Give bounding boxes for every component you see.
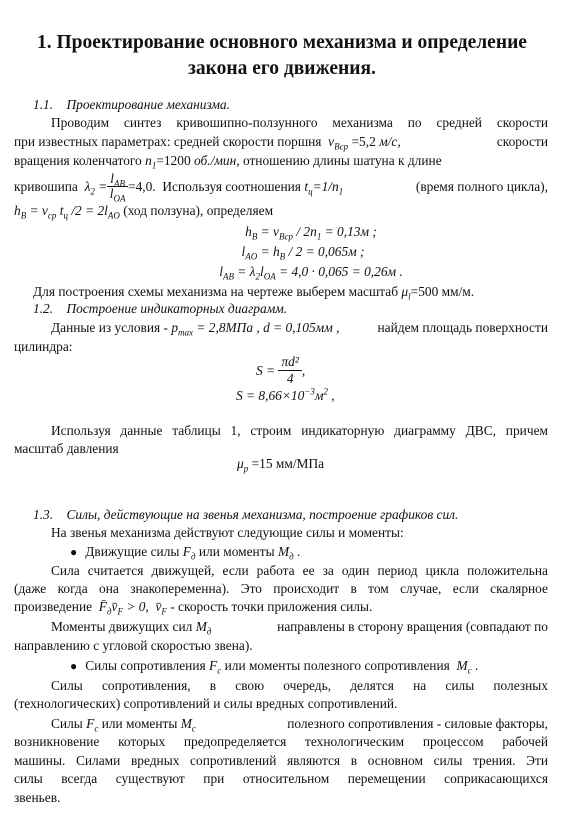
text-span: =5,2 bbox=[351, 134, 376, 149]
formula-fd: $F_д$ bbox=[182, 544, 196, 562]
bullet-item: ● Движущие силы $F_д$ или моменты $M_д$ . bbox=[70, 544, 301, 562]
text-span: направлены в сторону вращения (совпадают по bbox=[277, 619, 548, 634]
paragraph-line: машины. Силами вредных сопротивлений являются в основном силы трения. Эти bbox=[14, 753, 548, 768]
formula-fc: $F_c$ bbox=[209, 658, 222, 676]
formula-lao-value: $l_{AO} = h_B / 2 = 0,065м$ ; bbox=[241, 244, 365, 262]
formula-lab-value: $l_{AB} = \lambda_2l_{OA} = 4,0 \cdot 0,065 = 0,26м$ . bbox=[219, 264, 403, 282]
formula-area: S = $\frac{\text{πd²}}{4}$ , bbox=[256, 354, 306, 386]
formula-lambda2: $\lambda_2$ = bbox=[84, 179, 108, 197]
paragraph-line: звеньев. bbox=[14, 790, 61, 805]
text-span: Движущие силы bbox=[85, 544, 180, 559]
unit-span: м/с, bbox=[379, 134, 401, 149]
text-span: скорости bbox=[496, 134, 548, 149]
text-span: произведение bbox=[14, 599, 93, 614]
paragraph-line: (технологических) сопротивлений и силы вредных сопротивлений. bbox=[14, 696, 398, 711]
text-span: =4,0. bbox=[128, 179, 156, 194]
text-span: Используя соотношения bbox=[162, 179, 301, 194]
text-span: кривошипа bbox=[14, 179, 78, 194]
paragraph-line bbox=[51, 617, 548, 636]
fraction-lab-loa: $\frac{l_{AB}}{l_{OA}}$ bbox=[107, 172, 128, 201]
paragraph-line: возникновение которых предопределяется технологическим процессом рабочей bbox=[14, 734, 548, 749]
text-span: Силы bbox=[51, 716, 83, 731]
paragraph-line bbox=[51, 714, 548, 733]
bullet-item: ● Силы сопротивления $F_c$ или моменты полезного сопротивления $M_c$ . bbox=[70, 658, 479, 676]
formula-mc: $M_c$ bbox=[180, 716, 196, 734]
formula-n1: $n_1$ bbox=[145, 153, 157, 171]
paragraph-line: Силы сопротивления, в свою очередь, делятся на силы полезных bbox=[51, 678, 548, 693]
text-span: (ход ползуна), определяем bbox=[123, 203, 274, 218]
text-span: вращения коленчатого bbox=[14, 153, 142, 168]
formula-scalar-product: $F̄_дv̄_F > 0$, $v̄_F$ bbox=[98, 599, 167, 617]
paragraph-line: силы всегда существуют при относительном перемещении соприкасающихся bbox=[14, 771, 548, 786]
paragraph-line: (даже когда она знакопеременна). Это происходит в том случае, если скалярное bbox=[14, 581, 548, 596]
formula-fc: $F_c$ bbox=[86, 716, 99, 734]
formula-md: $M_д$ bbox=[277, 544, 294, 562]
text-span: =15 мм/МПа bbox=[251, 456, 325, 471]
formula-tc: $t_ц=1/n_1$ bbox=[304, 179, 344, 197]
unit-span: об./мин, bbox=[194, 153, 240, 168]
text-span: полезного сопротивления - силовые факторы, bbox=[287, 716, 548, 731]
formula-mc: $M_c$ bbox=[453, 658, 472, 676]
text-span: (время полного цикла), bbox=[415, 179, 548, 194]
paragraph-line bbox=[14, 597, 372, 616]
bullet-icon: ● bbox=[70, 659, 78, 673]
text-span: Для построения схемы механизма на чертеже выберем масштаб bbox=[33, 284, 399, 299]
paragraph-line bbox=[51, 318, 548, 337]
subsection-heading-1-1: 1.1. Проектирование механизма. bbox=[33, 97, 230, 112]
section-title-line-1: 1. Проектирование основного механизма и определение bbox=[37, 32, 527, 53]
text-span: или моменты полезного сопротивления bbox=[224, 658, 450, 673]
formula-hb-value: $h_B = v_{Вср} / 2n_1 = 0,13м$ ; bbox=[245, 224, 377, 242]
paragraph-line: направлению с угловой скоростью звена). bbox=[14, 638, 253, 653]
text-span: при известных параметрах: средней скорости поршня bbox=[14, 134, 322, 149]
paragraph-line bbox=[14, 171, 548, 204]
text-span: =1200 bbox=[156, 153, 191, 168]
paragraph-line bbox=[14, 201, 273, 220]
formula-mu-l: $\mu_l$ bbox=[401, 284, 411, 302]
formula-v-bsr: $v_{Вср}$ bbox=[328, 134, 349, 152]
formula-area-value: $S = 8,66\times 10^{-3}м^2$ , bbox=[236, 386, 335, 403]
paragraph-line: Используя данные таблицы 1, строим индикаторную диаграмму ДВС, причем bbox=[51, 423, 548, 438]
fraction-area bbox=[278, 354, 301, 387]
text-span: Силы сопротивления bbox=[85, 658, 206, 673]
text-span: отношению длины шатуна к длине bbox=[242, 153, 442, 168]
paragraph-line: Проводим синтез кривошипно-ползунного механизма по средней скорости bbox=[51, 115, 548, 130]
formula-md: $M_д$ bbox=[195, 619, 212, 637]
paragraph-line bbox=[14, 132, 548, 151]
text-span: или моменты bbox=[101, 716, 178, 731]
subsection-heading-1-3: 1.3. Силы, действующие на звенья механизма, построение графиков сил. bbox=[33, 507, 459, 522]
formula-lhs: S = bbox=[256, 363, 276, 378]
text-span: =500 мм/м. bbox=[410, 284, 475, 299]
text-span: найдем площадь поверхности bbox=[377, 320, 548, 335]
paragraph-line: масштаб давления bbox=[14, 441, 119, 456]
fraction-numerator: πd² bbox=[278, 354, 301, 371]
paragraph-line: цилиндра: bbox=[14, 339, 73, 354]
fraction-denominator: 4 bbox=[286, 371, 294, 386]
text-span: или моменты bbox=[198, 544, 275, 559]
formula-hb: $h_B = v_{ср}$ $t_ц$ $/2 = 2l_{AO}$ bbox=[14, 203, 120, 221]
paragraph-line: На звенья механизма действуют следующие силы и моменты: bbox=[51, 525, 404, 540]
section-title-line-2: закона его движения. bbox=[188, 58, 376, 79]
subsection-heading-1-2: 1.2. Построение индикаторных диаграмм. bbox=[33, 301, 288, 316]
text-span: Данные из условия - bbox=[51, 320, 168, 335]
bullet-icon: ● bbox=[70, 545, 78, 559]
paragraph-line: Сила считается движущей, если работа ее за один период цикла положительна bbox=[51, 563, 548, 578]
text-span: Моменты движущих сил bbox=[51, 619, 193, 634]
formula-mu-p: $\mu_p =15$ мм/МПа bbox=[237, 456, 325, 474]
formula-pmax: $p_{max}$ bbox=[171, 320, 194, 338]
formula-values: = 2,8МПа , d = 0,105мм , bbox=[196, 320, 340, 335]
text-span: - скорость точки приложения силы. bbox=[170, 599, 373, 614]
paragraph-line bbox=[14, 151, 548, 170]
